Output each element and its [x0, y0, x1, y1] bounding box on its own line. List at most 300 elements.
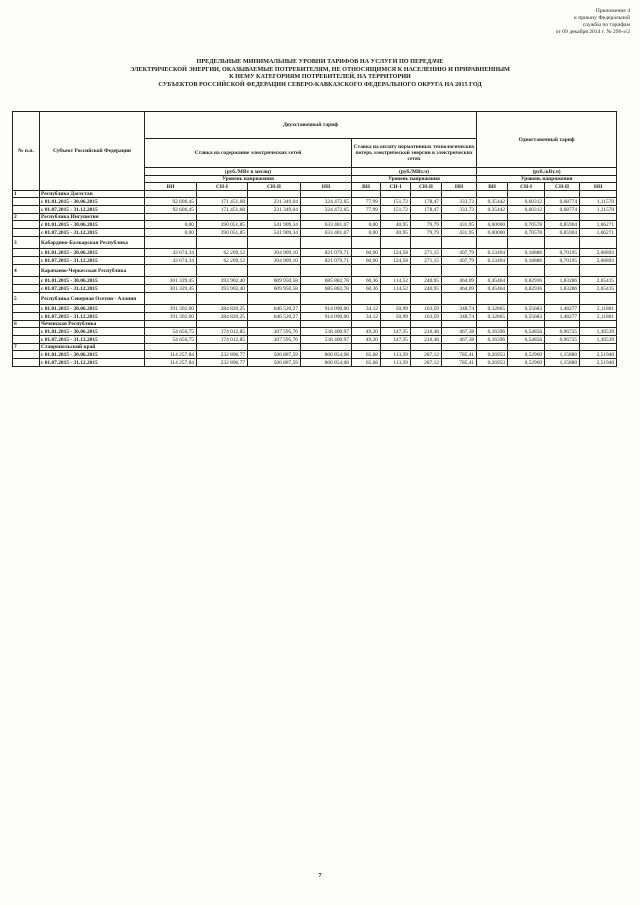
empty-cell — [197, 214, 248, 221]
empty-cell — [13, 277, 40, 285]
tariff-value: 407,79 — [442, 249, 477, 257]
tariff-value: 163,59 — [411, 313, 442, 321]
tariff-value: 800 854,08 — [301, 351, 352, 359]
empty-cell — [301, 321, 352, 328]
empty-cell — [248, 214, 301, 221]
empty-cell — [411, 293, 442, 305]
voltage-label: Уровень напряжения — [352, 176, 477, 183]
tariff-value: 40,95 — [381, 229, 411, 237]
tariff-value: 685 882,78 — [301, 285, 352, 293]
empty-cell — [508, 191, 545, 198]
empty-cell — [13, 336, 40, 344]
empty-cell — [13, 285, 40, 293]
tariff-value: 174 012,85 — [197, 328, 248, 336]
tariff-value: 147,35 — [381, 336, 411, 344]
tariff-value: 271,15 — [411, 257, 442, 265]
tariff-value: 1,49539 — [580, 328, 617, 336]
region-row — [13, 293, 617, 305]
appendix-line: от 09 декабря 2014 г. № 296-э/2 — [555, 29, 630, 35]
period-label: с 01.01.2015 - 30.06.2015 — [40, 198, 145, 206]
tariff-value: 287,12 — [411, 351, 442, 359]
tariff-value: 113,39 — [381, 359, 411, 367]
tariff-value: 60,90 — [352, 257, 381, 265]
region-row — [13, 321, 617, 328]
tariff-value: 50,99 — [381, 305, 411, 313]
tariff-value: 0,68774 — [545, 198, 580, 206]
appendix-note — [480, 8, 630, 36]
empty-cell — [13, 229, 40, 237]
table-header — [13, 112, 617, 191]
empty-cell — [248, 237, 301, 249]
tariff-value: 0,16396 — [477, 336, 508, 344]
voltage-level-cell: СН-I — [508, 183, 545, 191]
tariff-value: 114,52 — [381, 285, 411, 293]
tariff-value: 124,58 — [381, 249, 411, 257]
tariff-value: 163,59 — [411, 305, 442, 313]
empty-cell — [248, 321, 301, 328]
tariff-value: 60,36 — [352, 277, 381, 285]
tariff-value: 2,06893 — [580, 257, 617, 265]
tariff-value: 284 820,25 — [197, 313, 248, 321]
header-subject: Субъект Российской Федерации — [40, 112, 145, 191]
tariff-value: 240,95 — [411, 277, 442, 285]
tariff-value: 65,68 — [352, 351, 381, 359]
empty-cell — [301, 344, 352, 351]
tariff-value: 0,00 — [352, 221, 381, 229]
region-row — [13, 344, 617, 351]
tariff-value: 113,39 — [381, 351, 411, 359]
empty-cell — [352, 214, 381, 221]
empty-cell — [545, 321, 580, 328]
tariff-value: 0,70578 — [508, 221, 545, 229]
tariff-value: 151,72 — [381, 206, 411, 214]
empty-cell — [442, 344, 477, 351]
tariff-value: 0,52969 — [508, 359, 545, 367]
tariff-value: 0,55683 — [508, 313, 545, 321]
empty-cell — [145, 344, 197, 351]
empty-cell — [248, 265, 301, 277]
tariff-value: 0,60312 — [508, 198, 545, 206]
tariff-value: 0,52969 — [508, 351, 545, 359]
tariff-value: 0,70578 — [508, 229, 545, 237]
tariff-value: 0,26953 — [477, 359, 508, 367]
empty-cell — [442, 237, 477, 249]
tariff-value: 0,55683 — [508, 305, 545, 313]
tariff-value: 124,58 — [381, 257, 411, 265]
tariff-value: 348,74 — [442, 305, 477, 313]
tariff-value: 171 451,68 — [197, 198, 248, 206]
empty-cell — [477, 214, 508, 221]
empty-cell — [508, 293, 545, 305]
tariff-value: 0,32865 — [477, 313, 508, 321]
empty-cell — [477, 293, 508, 305]
tariff-value: 2,06893 — [580, 249, 617, 257]
period-label: с 01.01.2015 - 30.06.2015 — [40, 305, 145, 313]
empty-cell — [442, 321, 477, 328]
tariff-value: 301 329,45 — [145, 285, 197, 293]
period-label: с 01.07.2015 - 31.12.2015 — [40, 206, 145, 214]
tariff-value: 467,38 — [442, 328, 477, 336]
tariff-value: 0,00 — [145, 229, 197, 237]
empty-cell — [411, 265, 442, 277]
empty-cell — [352, 344, 381, 351]
voltage-level-cell: СН-I — [197, 183, 248, 191]
tariff-value: 2,11881 — [580, 313, 617, 321]
tariff-value: 0,18886 — [508, 257, 545, 265]
tariff-value: 1,66271 — [580, 229, 617, 237]
tariff-value: 147,35 — [381, 328, 411, 336]
tariff-value: 0,00000 — [477, 229, 508, 237]
empty-cell — [13, 328, 40, 336]
tariff-value: 407,79 — [442, 257, 477, 265]
voltage-level-cell: СН-I — [381, 183, 411, 191]
tariff-value: 307 595,76 — [248, 328, 301, 336]
tariff-value: 464,09 — [442, 285, 477, 293]
empty-cell — [13, 206, 40, 214]
tariff-value: 646 520,27 — [248, 305, 301, 313]
tariff-value: 541 909,34 — [248, 221, 301, 229]
tariff-value: 393 902,40 — [197, 285, 248, 293]
empty-cell — [301, 265, 352, 277]
table-row — [13, 285, 617, 293]
tariff-value: 1,11570 — [580, 198, 617, 206]
tariff-value: 92 606,45 — [145, 206, 197, 214]
tariff-value: 821 079,71 — [301, 257, 352, 265]
tariff-value: 2,51940 — [580, 359, 617, 367]
region-row — [13, 214, 617, 221]
empty-cell — [145, 237, 197, 249]
tariff-value: 431,95 — [442, 229, 477, 237]
empty-cell — [411, 237, 442, 249]
tariff-value: 191 392,00 — [145, 305, 197, 313]
empty-cell — [580, 321, 617, 328]
header-no: № п.п. — [13, 112, 40, 191]
empty-cell — [580, 214, 617, 221]
empty-cell — [442, 265, 477, 277]
tariff-value: 0,85904 — [545, 221, 580, 229]
tariff-value: 231 349,04 — [248, 206, 301, 214]
empty-cell — [13, 249, 40, 257]
voltage-label: Уровень напряжения — [145, 176, 352, 183]
empty-cell — [352, 265, 381, 277]
tariff-value: 0,00 — [352, 229, 381, 237]
tariff-value: 685 882,78 — [301, 277, 352, 285]
tariff-value: 821 079,71 — [301, 249, 352, 257]
empty-cell — [301, 191, 352, 198]
header-one-part: Одноставочный тариф — [477, 112, 617, 168]
unit-one-part: (руб./кВт.ч) — [477, 168, 617, 176]
empty-cell — [13, 359, 40, 367]
tariff-value: 431,95 — [442, 221, 477, 229]
tariff-value: 646 520,27 — [248, 313, 301, 321]
region-name: Республика Северная Осетия - Алания — [40, 293, 145, 305]
empty-cell — [545, 265, 580, 277]
tariff-value: 0,70195 — [545, 249, 580, 257]
region-number: 7 — [13, 344, 40, 351]
empty-cell — [197, 265, 248, 277]
tariff-value: 0,45464 — [477, 277, 508, 285]
title-line: К НЕМУ КАТЕГОРИЯМ ПОТРЕБИТЕЛЕЙ, НА ТЕРРИТОРИИ — [229, 73, 411, 81]
table-row — [13, 277, 617, 285]
tariff-value: 785,41 — [442, 351, 477, 359]
tariff-value: 151,72 — [381, 198, 411, 206]
tariff-value: 0,85904 — [545, 229, 580, 237]
header-losses: Ставка на оплату нормативных технологических потерь электрической энергии в электрических сетях — [352, 139, 477, 168]
empty-cell — [145, 265, 197, 277]
tariff-value: 62 209,12 — [197, 257, 248, 265]
period-label: с 01.07.2015 - 31.12.2015 — [40, 285, 145, 293]
tariff-value: 304 909,10 — [248, 249, 301, 257]
tariff-value: 92 606,45 — [145, 198, 197, 206]
empty-cell — [197, 191, 248, 198]
period-label: с 01.01.2015 - 30.06.2015 — [40, 221, 145, 229]
tariff-value: 287,12 — [411, 359, 442, 367]
voltage-level-cell: СН-II — [248, 183, 301, 191]
tariff-value: 77,99 — [352, 206, 381, 214]
empty-cell — [301, 293, 352, 305]
header-maintenance: Ставка на содержание электрических сетей — [145, 139, 352, 168]
period-label: с 01.07.2015 - 31.12.2015 — [40, 313, 145, 321]
tariff-value: 49,20 — [352, 328, 381, 336]
empty-cell — [580, 293, 617, 305]
tariff-value: 541 909,34 — [248, 229, 301, 237]
tariff-value: 609 950,58 — [248, 285, 301, 293]
empty-cell — [13, 351, 40, 359]
period-label: с 01.07.2015 - 31.12.2015 — [40, 229, 145, 237]
table-row — [13, 336, 617, 344]
voltage-level-cell: СН-II — [411, 183, 442, 191]
table-row — [13, 249, 617, 257]
tariff-value: 1,15880 — [545, 351, 580, 359]
tariff-value: 0,00000 — [477, 221, 508, 229]
tariff-value: 271,15 — [411, 249, 442, 257]
voltage-level-cell: ВН — [145, 183, 197, 191]
tariff-value: 800 854,08 — [301, 359, 352, 367]
empty-cell — [477, 344, 508, 351]
empty-cell — [508, 321, 545, 328]
tariff-value: 65,68 — [352, 359, 381, 367]
tariff-value: 231 349,04 — [248, 198, 301, 206]
table-body — [13, 191, 617, 367]
voltage-level-cell: ВН — [477, 183, 508, 191]
tariff-value: 1,49539 — [580, 336, 617, 344]
empty-cell — [197, 344, 248, 351]
period-label: с 01.01.2015 - 30.06.2015 — [40, 249, 145, 257]
tariff-value: 914 090,00 — [301, 313, 352, 321]
empty-cell — [381, 321, 411, 328]
tariff-value: 0,32865 — [477, 305, 508, 313]
tariff-value: 301 329,45 — [145, 277, 197, 285]
header-two-part: Двухставочный тариф — [145, 112, 477, 139]
tariff-value: 60,36 — [352, 285, 381, 293]
tariff-value: 77,99 — [352, 198, 381, 206]
tariff-value: 54 656,75 — [145, 336, 197, 344]
tariff-value: 174 012,85 — [197, 336, 248, 344]
region-name: Республика Дагестан — [40, 191, 145, 198]
unit-maintenance: (руб./МВт в месяц) — [145, 168, 352, 176]
tariff-value: 0,54856 — [508, 336, 545, 344]
tariff-value: 62 209,12 — [197, 249, 248, 257]
empty-cell — [477, 191, 508, 198]
region-name: Кабардино-Балкарская Республика — [40, 237, 145, 249]
tariff-table — [12, 111, 617, 367]
empty-cell — [442, 214, 477, 221]
tariff-value: 0,35442 — [477, 198, 508, 206]
tariff-value: 2,11881 — [580, 305, 617, 313]
region-row — [13, 191, 617, 198]
empty-cell — [248, 293, 301, 305]
tariff-value: 914 090,00 — [301, 305, 352, 313]
table-row — [13, 198, 617, 206]
region-name: Ставропольский край — [40, 344, 145, 351]
empty-cell — [13, 221, 40, 229]
tariff-value: 0,82936 — [508, 285, 545, 293]
empty-cell — [301, 214, 352, 221]
table-row — [13, 221, 617, 229]
tariff-value: 43 674,34 — [145, 257, 197, 265]
title-line: ЭЛЕКТРИЧЕСКОЙ ЭНЕРГИИ, ОКАЗЫВАЕМЫЕ ПОТРЕБИТЕЛЯМ, НЕ ОТНОСЯЩИМСЯ К НАСЕЛЕНИЮ И ПРИРАВНЕННЫМ — [130, 65, 510, 73]
tariff-value: 304 909,10 — [248, 257, 301, 265]
tariff-value: 114 257,84 — [145, 359, 197, 367]
tariff-value: 34,12 — [352, 313, 381, 321]
tariff-value: 114 257,84 — [145, 351, 197, 359]
tariff-value: 2,51940 — [580, 351, 617, 359]
tariff-value: 0,13494 — [477, 249, 508, 257]
empty-cell — [352, 237, 381, 249]
tariff-value: 240,95 — [411, 285, 442, 293]
empty-cell — [301, 237, 352, 249]
period-label: с 01.01.2015 - 30.06.2015 — [40, 351, 145, 359]
table-row — [13, 206, 617, 214]
empty-cell — [411, 321, 442, 328]
tariff-value: 0,13494 — [477, 257, 508, 265]
tariff-value: 178,47 — [411, 198, 442, 206]
tariff-value: 284 820,25 — [197, 305, 248, 313]
region-name: Карачаево-Черкесская Республика — [40, 265, 145, 277]
tariff-value: 114,52 — [381, 277, 411, 285]
tariff-value: 34,12 — [352, 305, 381, 313]
empty-cell — [381, 344, 411, 351]
voltage-label: Уровень напряжения — [477, 176, 617, 183]
empty-cell — [145, 214, 197, 221]
empty-cell — [197, 321, 248, 328]
empty-cell — [411, 344, 442, 351]
empty-cell — [477, 265, 508, 277]
tariff-value: 0,16396 — [477, 328, 508, 336]
tariff-value: 1,11570 — [580, 206, 617, 214]
empty-cell — [145, 191, 197, 198]
tariff-value: 0,96725 — [545, 328, 580, 336]
tariff-value: 0,82936 — [508, 277, 545, 285]
empty-cell — [381, 237, 411, 249]
tariff-value: 1,48277 — [545, 305, 580, 313]
empty-cell — [508, 344, 545, 351]
empty-cell — [442, 293, 477, 305]
period-label: с 01.01.2015 - 30.06.2015 — [40, 277, 145, 285]
tariff-value: 210,48 — [411, 328, 442, 336]
tariff-value: 390 051,85 — [197, 221, 248, 229]
empty-cell — [248, 191, 301, 198]
appendix-line: к приказу Федеральной — [574, 15, 630, 21]
tariff-value: 333,73 — [442, 206, 477, 214]
tariff-value: 0,45464 — [477, 285, 508, 293]
region-number: 2 — [13, 214, 40, 221]
region-number: 1 — [13, 191, 40, 198]
region-row — [13, 265, 617, 277]
tariff-value: 609 950,58 — [248, 277, 301, 285]
table-row — [13, 313, 617, 321]
empty-cell — [411, 191, 442, 198]
appendix-line: службы по тарифам — [582, 22, 630, 28]
empty-cell — [13, 198, 40, 206]
tariff-value: 2,65415 — [580, 285, 617, 293]
title-line: СУБЪЕКТОВ РОССИЙСКОЙ ФЕДЕРАЦИИ СЕВЕРО-КАВКАЗСКОГО ФЕДЕРАЛЬНОГО ОКРУГА НА 2015 ГОД — [158, 80, 482, 88]
page-number: 7 — [318, 872, 322, 879]
tariff-value: 40,95 — [381, 221, 411, 229]
tariff-value: 1,66271 — [580, 221, 617, 229]
empty-cell — [580, 191, 617, 198]
empty-cell — [508, 265, 545, 277]
voltage-level-cell: НН — [301, 183, 352, 191]
empty-cell — [13, 305, 40, 313]
empty-cell — [248, 344, 301, 351]
tariff-value: 0,70195 — [545, 257, 580, 265]
period-label: с 01.01.2015 - 30.06.2015 — [40, 328, 145, 336]
tariff-value: 0,68774 — [545, 206, 580, 214]
empty-cell — [352, 293, 381, 305]
tariff-value: 633 481,07 — [301, 229, 352, 237]
tariff-value: 1,48277 — [545, 313, 580, 321]
empty-cell — [352, 321, 381, 328]
tariff-value: 0,00 — [145, 221, 197, 229]
title-line: ПРЕДЕЛЬНЫЕ МИНИМАЛЬНЫЕ УРОВНИ ТАРИФОВ НА УСЛУГИ ПО ПЕРЕДАЧЕ — [196, 58, 444, 65]
tariff-value: 232 896,77 — [197, 359, 248, 367]
region-number: 4 — [13, 265, 40, 277]
tariff-value: 785,41 — [442, 359, 477, 367]
tariff-value: 390 051,85 — [197, 229, 248, 237]
unit-losses: (руб./МВт.ч) — [352, 168, 477, 176]
table-row — [13, 229, 617, 237]
voltage-level-cell: НН — [442, 183, 477, 191]
period-label: с 01.07.2015 - 31.12.2015 — [40, 359, 145, 367]
empty-cell — [13, 257, 40, 265]
empty-cell — [508, 237, 545, 249]
tariff-value: 210,48 — [411, 336, 442, 344]
voltage-level-cell: ВН — [352, 183, 381, 191]
tariff-value: 79,79 — [411, 229, 442, 237]
tariff-value: 506 887,59 — [248, 351, 301, 359]
empty-cell — [545, 293, 580, 305]
tariff-value: 0,35442 — [477, 206, 508, 214]
tariff-value: 506 887,59 — [248, 359, 301, 367]
tariff-value: 43 674,34 — [145, 249, 197, 257]
empty-cell — [13, 313, 40, 321]
tariff-value: 79,79 — [411, 221, 442, 229]
tariff-value: 538 400,97 — [301, 328, 352, 336]
tariff-value: 1,83286 — [545, 277, 580, 285]
tariff-value: 232 896,77 — [197, 351, 248, 359]
empty-cell — [477, 321, 508, 328]
empty-cell — [197, 237, 248, 249]
tariff-value: 191 392,00 — [145, 313, 197, 321]
table-row — [13, 359, 617, 367]
voltage-level-cell: СН-II — [545, 183, 580, 191]
tariff-value: 1,15880 — [545, 359, 580, 367]
region-name: Чеченская Республика — [40, 321, 145, 328]
empty-cell — [508, 214, 545, 221]
empty-cell — [381, 265, 411, 277]
tariff-value: 324 472,65 — [301, 206, 352, 214]
